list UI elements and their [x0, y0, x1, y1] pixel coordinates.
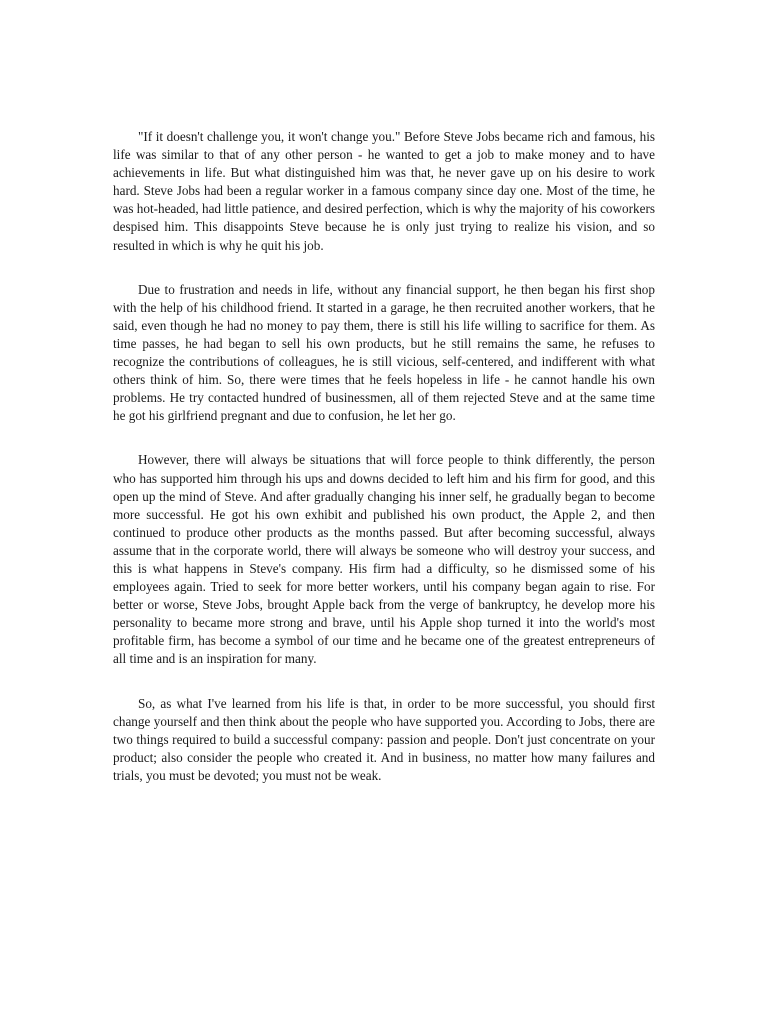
paragraph-3: However, there will always be situations that will force people to think differently, the person who has supported him through his ups and downs decided to left him and his firm for good, and this open up the mind of Steve. And after gradually changing his inner self, he gradually began to become more successful. He got his own exhibit and published his own product, the Apple 2, and then continued to produce other products as the months passed. But after becoming successful, always assume that in the corporate world, there will always be someone who will destroy your success, and this is what happens in Steve's company. His firm had a difficulty, so he dismissed some of his employees again. Tried to seek for more better workers, until his company began again to rise. For better or worse, Steve Jobs, brought Apple back from the verge of bankruptcy, he develop more his personality to became more strong and brave, until his Apple shop turned it into the world's most profitable firm, has become a symbol of our time and he became one of the greatest entrepreneurs of all time and is an inspiration for many. [113, 452, 655, 667]
paragraph-1: "If it doesn't challenge you, it won't change you." Before Steve Jobs became rich and famous, his life was similar to that of any other person - he wanted to get a job to make money and to have achievements in life. But what distinguished him was that, he never gave up on his desire to work hard. Steve Jobs had been a regular worker in a famous company since day one. Most of the time, he was hot-headed, had little patience, and desired perfection, which is why the majority of his coworkers despised him. This disappoints Steve because he is only just trying to realize his vision, and so resulted in which is why he quit his job. [113, 129, 655, 253]
paragraph-4: So, as what I've learned from his life is that, in order to be more successful, you should first change yourself and then think about the people who have supported you. According to Jobs, there are two things required to build a successful company: passion and people. Don't just concentrate on your product; also consider the people who created it. And in business, no matter how many failures and trials, you must be devoted; you must not be weak. [113, 695, 655, 783]
document-page [113, 128, 655, 811]
paragraph-2: Due to frustration and needs in life, without any financial support, he then began his first shop with the help of his childhood friend. It started in a garage, he then recruited another workers, that he said, even though he had no money to pay them, there is still his life willing to sacrifice for them. As time passes, he had began to sell his own products, but he still remains the same, he refuses to recognize the contributions of colleagues, he is still vicious, self-centered, and indifferent with what others think of him. So, there were times that he feels hopeless in life - he cannot handle his own problems. He try contacted hundred of businessmen, all of them rejected Steve and at the same time he got his girlfriend pregnant and due to confusion, he let her go. [113, 281, 655, 424]
